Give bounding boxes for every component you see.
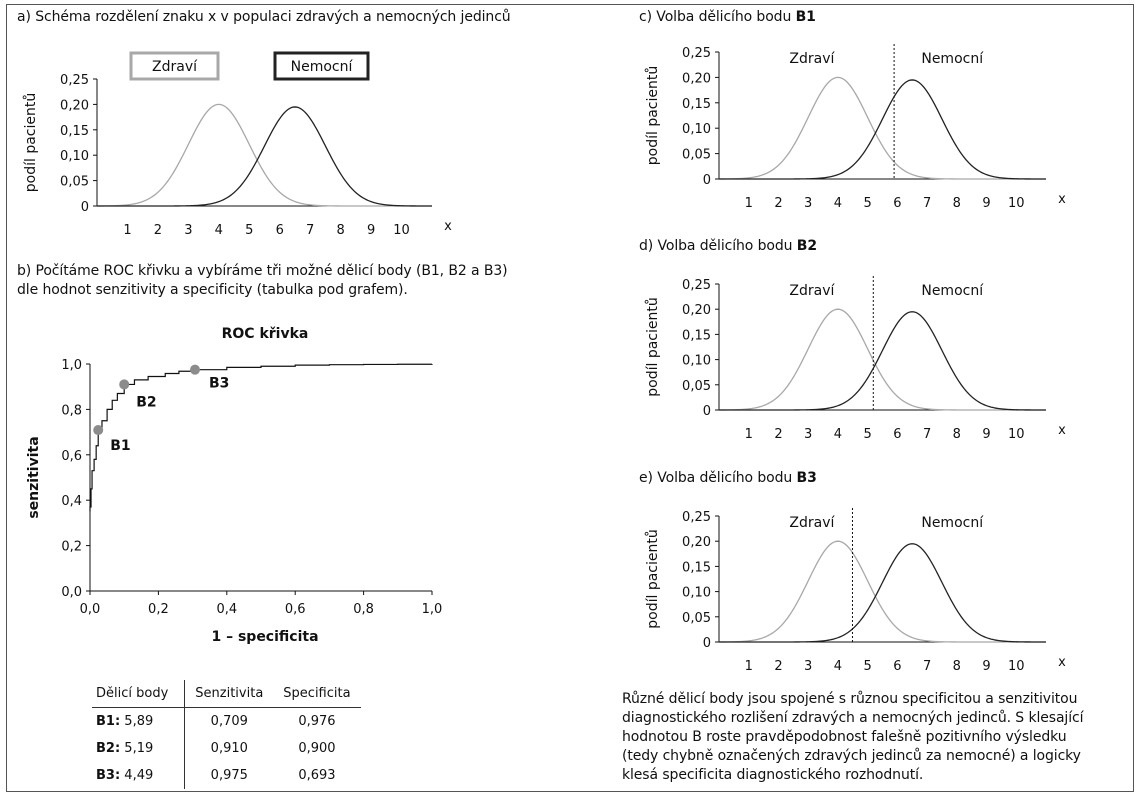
table-cell-point [92, 735, 185, 762]
x-tick-label: 0,8 [353, 602, 374, 617]
table-header-specificity: Specificita [273, 680, 360, 708]
note-line: diagnostického rozlišení zdravých a nemocných jedinců. S klesající [622, 710, 1084, 726]
table-cell-point [92, 708, 185, 736]
y-tick-label: 0,0 [61, 585, 82, 600]
legend-label: Nemocní [290, 59, 353, 75]
y-axis-label: podíl pacientů [645, 529, 661, 629]
x-tick-label: 2 [774, 427, 783, 442]
panel-a-title: a) Schéma rozdělení znaku x v populaci zdravých a nemocných jedinců [17, 9, 511, 25]
y-tick-label: 0,15 [682, 328, 711, 344]
y-tick-label: 0,15 [682, 96, 711, 112]
x-tick-label: 1 [744, 659, 753, 674]
series-line-sick [97, 107, 432, 206]
x-axis-label: x [1058, 423, 1066, 438]
x-tick-label: 8 [336, 223, 345, 238]
x-axis-label: x [1058, 192, 1066, 207]
x-tick-label: 8 [952, 196, 961, 211]
x-tick-label: 9 [982, 427, 991, 442]
panel-e-title-prefix: e) Volba dělicího bodu [639, 470, 797, 486]
x-tick-label: 3 [184, 223, 193, 238]
panel-b-text-line2: dle hodnot senzitivity a specificity (tabulka pod grafem). [17, 282, 408, 298]
y-tick-label: 0,2 [61, 539, 82, 555]
x-tick-label: 6 [893, 196, 902, 211]
x-tick-label: 3 [804, 427, 813, 442]
x-tick-label: 3 [804, 196, 813, 211]
x-tick-label: 9 [366, 223, 376, 238]
y-tick-label: 0,8 [61, 403, 82, 419]
table-row [92, 762, 361, 789]
x-tick-label: 5 [245, 223, 254, 238]
y-tick-label: 0,20 [682, 535, 711, 551]
y-axis-label: podíl pacientů [645, 65, 661, 166]
panel-b-text-line1: b) Počítáme ROC křivku a vybíráme tři možné dělicí body (B1, B2 a B3) [17, 263, 508, 279]
x-tick-label: 1,0 [421, 602, 443, 617]
chart-e [645, 508, 1066, 674]
y-tick-label: 0,10 [682, 353, 711, 369]
y-tick-label: 0,6 [61, 448, 82, 464]
y-tick-label: 0,05 [682, 378, 711, 394]
series-line-healthy [719, 309, 1046, 410]
x-tick-label: 10 [393, 223, 410, 238]
panel-e-title-bold: B3 [796, 470, 817, 486]
explanatory-note [622, 690, 1083, 785]
table-point-cut: 5,89 [124, 714, 154, 729]
table-cell-point [92, 762, 185, 789]
note-line: (tedy chybně označených zdravých jedinců za nemocné) a logicky [622, 748, 1081, 764]
table-row [92, 735, 361, 762]
table-cell-specificity: 0,693 [298, 768, 336, 783]
x-axis-label: x [1058, 655, 1066, 670]
y-tick-label: 0,10 [682, 585, 711, 601]
x-tick-label: 9 [982, 659, 991, 674]
chart-a [23, 53, 452, 238]
table-cell-specificity: 0,976 [298, 714, 336, 729]
x-tick-label: 2 [153, 223, 163, 238]
chart-d [645, 276, 1066, 442]
y-tick-label: 0,15 [60, 123, 89, 139]
series-line-healthy [719, 77, 1046, 179]
x-tick-label: 1 [744, 196, 753, 211]
y-tick-label: 0,10 [60, 149, 89, 165]
table-point-cut: 5,19 [124, 741, 154, 756]
y-tick-label: 0,05 [682, 147, 711, 163]
x-tick-label: 0,6 [284, 602, 306, 617]
panel-d-title-prefix: d) Volba dělicího bodu [639, 238, 797, 254]
table-point-label: B1: [96, 714, 121, 729]
table-point-cut: 4,49 [124, 768, 154, 783]
y-tick-label: 1,0 [61, 358, 82, 373]
roc-point-b2 [119, 379, 129, 389]
x-tick-label: 8 [952, 427, 961, 442]
x-tick-label: 2 [774, 659, 783, 674]
note-line: Různé dělicí body jsou spojené s různou specificitou a senzitivitou [622, 691, 1078, 707]
y-tick-label: 0,05 [682, 610, 711, 626]
x-tick-label: 0,4 [216, 602, 238, 617]
x-tick-label: 7 [922, 427, 932, 442]
roc-curve [90, 364, 432, 512]
series-label-healthy: Zdraví [789, 515, 835, 531]
y-tick-label: 0,4 [61, 494, 82, 510]
x-tick-label: 5 [863, 427, 872, 442]
roc-point-b1 [93, 425, 103, 435]
y-tick-label: 0,25 [682, 46, 711, 61]
note-line: klesá specificita diagnostického rozhodnutí. [622, 767, 924, 783]
y-tick-label: 0,20 [682, 71, 711, 87]
x-tick-label: 1 [744, 427, 753, 442]
y-axis-label: podíl pacientů [645, 297, 661, 397]
x-tick-label: 6 [275, 223, 284, 238]
y-tick-label: 0 [702, 173, 711, 188]
roc-point-b3 [190, 365, 200, 375]
chart-c [645, 44, 1066, 211]
x-tick-label: 8 [952, 659, 961, 674]
y-tick-label: 0,20 [60, 98, 89, 114]
x-tick-label: 4 [833, 427, 843, 442]
series-label-sick: Nemocní [921, 515, 984, 531]
x-tick-label: 10 [1007, 659, 1025, 674]
series-line-sick [719, 80, 1046, 179]
table-cell-sensitivity: 0,910 [210, 741, 248, 756]
x-tick-label: 10 [1007, 196, 1025, 211]
y-tick-label: 0 [80, 200, 89, 215]
table-cell-specificity: 0,900 [298, 741, 336, 756]
x-tick-label: 6 [893, 659, 902, 674]
x-axis-label: 1 – specificita [211, 629, 319, 645]
chart-roc [26, 326, 442, 645]
x-tick-label: 7 [922, 196, 932, 211]
y-axis-label: senzitivita [26, 436, 42, 519]
series-line-sick [719, 544, 1046, 642]
series-line-sick [719, 312, 1046, 410]
y-tick-label: 0,25 [682, 278, 711, 293]
x-tick-label: 0,2 [148, 602, 169, 617]
x-tick-label: 4 [214, 223, 223, 238]
x-tick-label: 1 [123, 223, 132, 238]
table-cell-sensitivity: 0,709 [210, 714, 248, 729]
series-label-healthy: Zdraví [789, 283, 835, 299]
note-line: hodnotou B roste pravděpodobnost falešně pozitivního výsledku [622, 729, 1067, 745]
y-tick-label: 0,10 [682, 122, 711, 138]
x-tick-label: 5 [863, 196, 872, 211]
legend-label: Zdraví [152, 59, 197, 75]
x-tick-label: 3 [804, 659, 813, 674]
series-line-healthy [97, 104, 432, 206]
roc-point-label: B3 [208, 375, 230, 392]
x-tick-label: 9 [982, 196, 991, 211]
x-tick-label: 10 [1007, 427, 1025, 442]
table-header-row [92, 680, 361, 708]
x-tick-label: 5 [863, 659, 872, 674]
table-point-label: B2: [96, 741, 121, 756]
x-tick-label: 2 [774, 196, 783, 211]
table-header-cutoff: Dělicí body [92, 680, 185, 708]
panel-c-title-prefix: c) Volba dělicího bodu [639, 9, 796, 25]
table-point-label: B3: [96, 768, 121, 783]
y-axis-label: podíl pacientů [23, 92, 39, 193]
x-tick-label: 6 [893, 427, 902, 442]
series-label-healthy: Zdraví [789, 51, 835, 67]
table-row [92, 708, 361, 736]
y-tick-label: 0,25 [60, 73, 89, 88]
x-axis-label: x [444, 219, 452, 234]
x-tick-label: 0,0 [79, 602, 101, 617]
roc-point-label: B2 [136, 394, 157, 411]
y-tick-label: 0 [702, 404, 711, 419]
y-tick-label: 0,20 [682, 303, 711, 319]
x-tick-label: 4 [833, 659, 843, 674]
roc-point-label: B1 [110, 438, 131, 455]
series-line-healthy [719, 541, 1046, 642]
table-cell-sensitivity: 0,975 [210, 768, 248, 783]
panel-d-title-bold: B2 [796, 238, 817, 254]
x-tick-label: 7 [922, 659, 932, 674]
x-tick-label: 4 [833, 196, 843, 211]
cutoff-table [92, 680, 361, 789]
series-label-sick: Nemocní [921, 283, 984, 299]
y-tick-label: 0 [702, 636, 711, 651]
table-header-sensitivity: Senzitivita [185, 680, 274, 708]
x-tick-label: 7 [306, 223, 315, 238]
y-tick-label: 0,15 [682, 560, 711, 576]
y-tick-label: 0,05 [60, 174, 89, 190]
series-label-sick: Nemocní [921, 51, 984, 67]
y-tick-label: 0,25 [682, 510, 711, 525]
panel-c-title-bold: B1 [795, 9, 816, 25]
roc-title: ROC křivka [221, 326, 309, 342]
